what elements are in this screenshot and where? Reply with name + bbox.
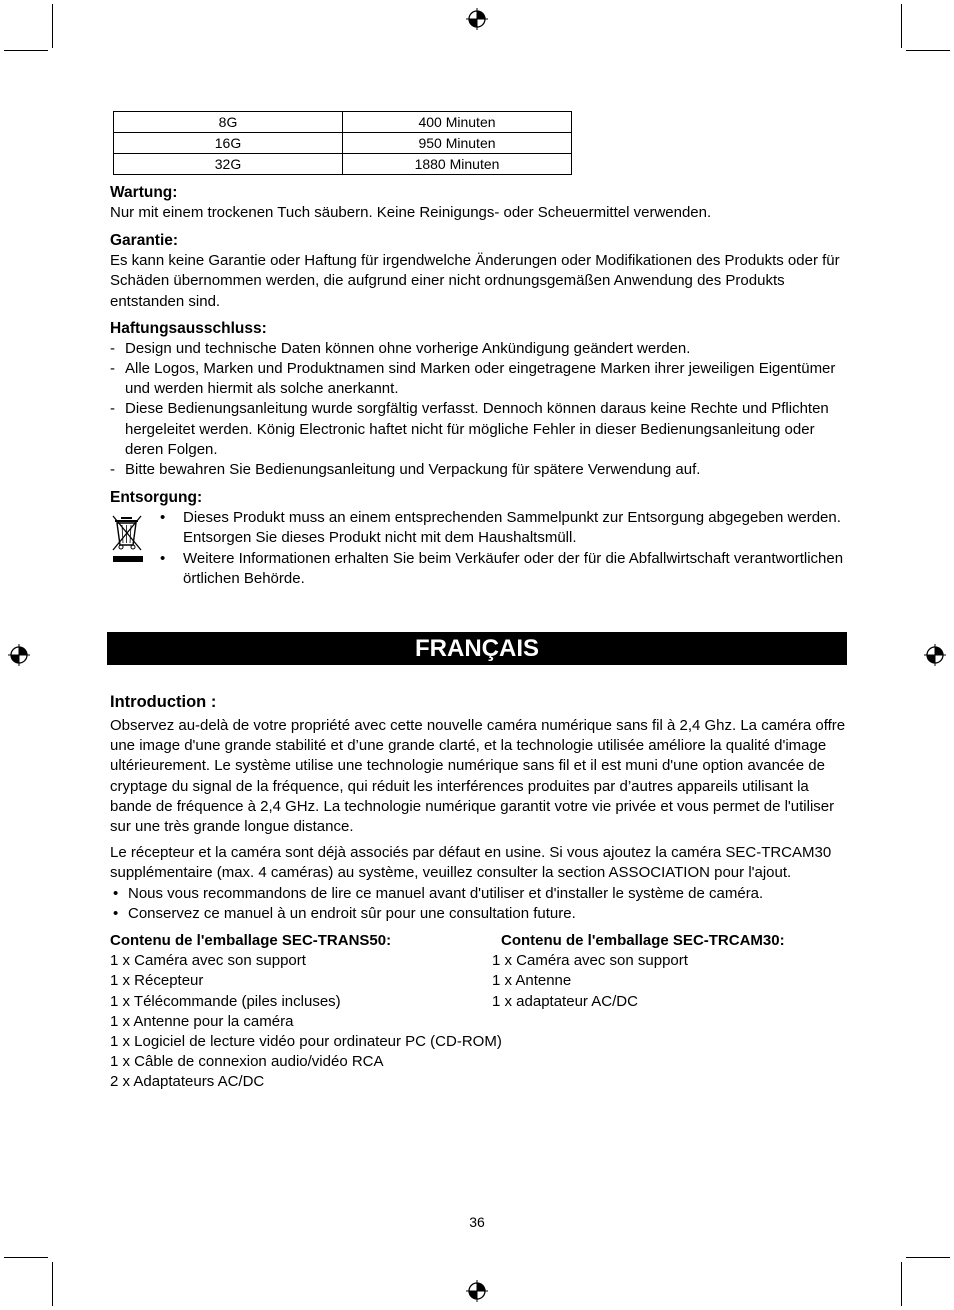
registration-mark-icon <box>924 644 946 666</box>
entsorgung-list <box>160 508 846 589</box>
table-cell: 1880 Minuten <box>343 154 572 175</box>
package-left-column <box>110 931 502 1093</box>
garantie-text: Es kann keine Garantie oder Haftung für irgendwelche Änderungen oder Modifikationen des Produkts oder für Schäden übernommen werden, die aufgrund einer nicht ordnungsgemäßen Anwendung des Produkts entstanden sind. <box>110 252 840 310</box>
german-section <box>110 111 846 589</box>
list-item: 1 x adaptateur AC/DC <box>492 992 638 1010</box>
list-item: 1 x Caméra avec son support <box>110 952 306 970</box>
list-item: 1 x Antenne pour la caméra <box>110 1012 294 1030</box>
introduction-paragraph: Observez au-delà de votre propriété avec cette nouvelle caméra numérique sans fil à 2,4 Ghz. La caméra offre une image d'une grande stabilité et d’une grande clarté, et la technologie utilisée améliore la qualité d'image ultérieurement. Le système utilise une technologie numérique sans fil et il est muni d'une option avancée de cryptage du signal de la fréquence, qui réduit les interférences produites par d’autres appareils utilisant la bande de fréquence à 2,4 GHz. La technologie numérique garantit votre vie privée et vous permet de l'utiliser sur une très grande longue distance. <box>110 717 846 836</box>
list-item: - Design und technische Daten können ohne vorherige Ankündigung geändert werden. <box>110 339 846 359</box>
wartung-heading: Wartung: <box>110 184 178 201</box>
list-item: • Nous vous recommandons de lire ce manuel avant d'utiliser et d'installer le système de caméra. <box>110 884 850 904</box>
list-item: 1 x Récepteur <box>110 972 204 990</box>
table-row <box>114 133 572 154</box>
list-item: 2 x Adaptateurs AC/DC <box>110 1073 265 1091</box>
weee-crossed-bin-icon <box>110 512 148 568</box>
table-cell: 950 Minuten <box>343 133 572 154</box>
garantie-heading: Garantie: <box>110 232 179 250</box>
crop-mark <box>4 50 48 51</box>
table-cell: 400 Minuten <box>343 112 572 133</box>
wartung-text: Nur mit einem trockenen Tuch säubern. Keine Reinigungs- oder Scheuermittel verwenden. <box>110 204 712 221</box>
crop-mark <box>4 1257 48 1258</box>
crop-mark <box>901 4 902 48</box>
list-item: - Bitte bewahren Sie Bedienungsanleitung und Verpackung für spätere Verwendung auf. <box>110 460 846 480</box>
table-row <box>114 112 572 133</box>
list-item: 1 x Caméra avec son support <box>492 952 688 970</box>
registration-mark-icon <box>466 1280 488 1302</box>
haftung-heading: Haftungsausschluss: <box>110 319 267 337</box>
list-item: • Weitere Informationen erhalten Sie beim Verkäufer oder der für die Abfallwirtschaft verantwortlichen örtlichen Behörde. <box>160 549 846 589</box>
list-item: 1 x Télécommande (piles incluses) <box>110 992 341 1010</box>
registration-mark-icon <box>8 644 30 666</box>
crop-mark <box>52 4 53 48</box>
table-cell: 32G <box>114 154 343 175</box>
list-item: • Conservez ce manuel à un endroit sûr pour une consultation future. <box>110 904 850 924</box>
french-section <box>110 691 850 1093</box>
package-title: Contenu de l'emballage SEC-TRCAM30: <box>501 932 785 950</box>
package-contents <box>110 931 850 1093</box>
language-header-bar: FRANÇAIS <box>107 632 847 665</box>
entsorgung-block <box>110 508 846 589</box>
crop-mark <box>52 1262 53 1306</box>
haftung-list <box>110 339 846 480</box>
list-item: 1 x Logiciel de lecture vidéo pour ordinateur PC (CD-ROM) <box>110 1033 502 1051</box>
list-item: • Dieses Produkt muss an einem entsprechenden Sammelpunkt zur Entsorgung abgegeben werden. Entsorgen Sie dieses Produkt nicht mit dem Haushaltsmüll. <box>160 508 846 548</box>
crop-mark <box>906 50 950 51</box>
introduction-paragraph: Le récepteur et la caméra sont déjà associés par défaut en usine. Si vous ajoutez la caméra SEC-TRCAM30 supplémentaire (max. 4 caméras) au système, veuillez consulter la section ASSOCIATION pour l'ajout. <box>110 844 832 882</box>
list-item: 1 x Antenne <box>492 972 572 990</box>
crop-mark <box>906 1257 950 1258</box>
list-item: - Alle Logos, Marken und Produktnamen sind Marken oder eingetragene Marken ihrer jeweiligen Eigentümer und werden hiermit als solche anerkannt. <box>110 359 846 399</box>
introduction-heading: Introduction : <box>110 693 217 711</box>
crop-mark <box>901 1262 902 1306</box>
capacity-table <box>113 111 572 175</box>
table-row <box>114 154 572 175</box>
list-item: - Diese Bedienungsanleitung wurde sorgfältig verfasst. Dennoch können daraus keine Rechte und Pflichten hergeleitet werden. König Electronic haftet nicht für mögliche Fehler in dieser Bedienungsanleitung oder deren Folgen. <box>110 399 846 460</box>
table-cell: 8G <box>114 112 343 133</box>
package-title: Contenu de l'emballage SEC-TRANS50: <box>110 932 392 950</box>
introduction-bullets <box>110 884 850 924</box>
table-cell: 16G <box>114 133 343 154</box>
registration-mark-icon <box>466 8 488 30</box>
package-right-column <box>492 931 822 1093</box>
page-number: 36 <box>469 1214 485 1230</box>
entsorgung-heading: Entsorgung: <box>110 489 203 507</box>
list-item: 1 x Câble de connexion audio/vidéo RCA <box>110 1053 384 1071</box>
